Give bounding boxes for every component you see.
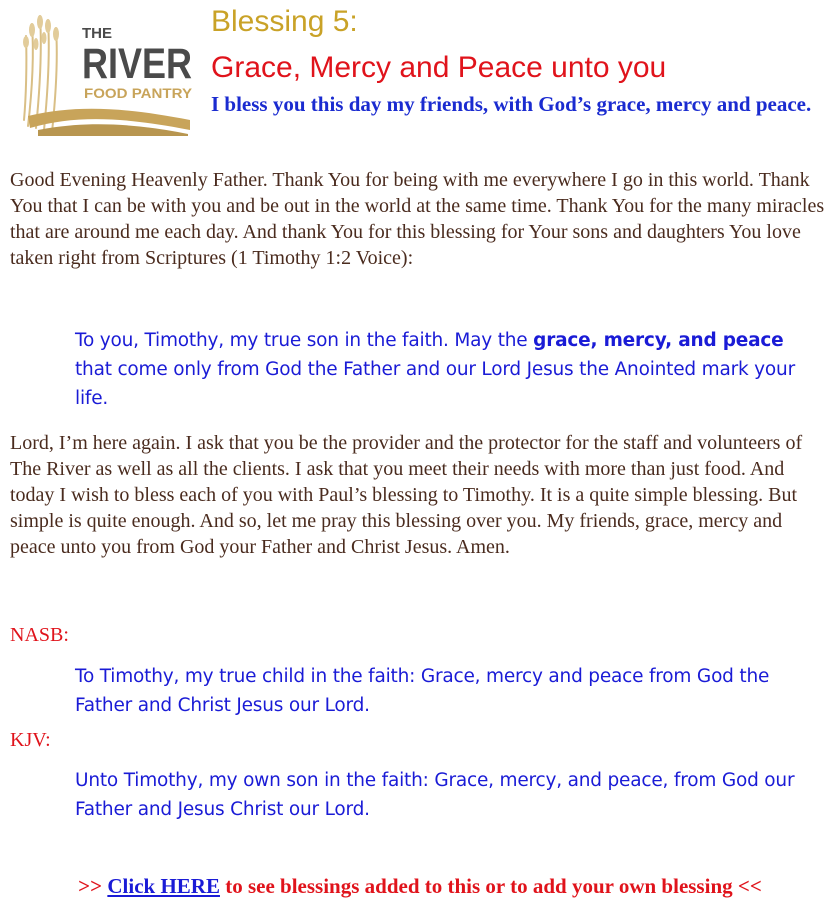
quote-bold-phrase: grace, mercy, and peace (533, 330, 784, 351)
blessing-subtitle: I bless you this day my friends, with God’s grace, mercy and peace. (211, 92, 812, 116)
blessing-title: Grace, Mercy and Peace unto you (211, 51, 667, 84)
kjv-label: KJV: (10, 729, 51, 751)
nasb-label: NASB: (10, 624, 69, 646)
logo-text-food-pantry: FOOD PANTRY (84, 86, 192, 101)
prayer-paragraph-1: Good Evening Heavenly Father. Thank You for being with me everywhere I go in this world. Thank You that I can be with you and be out in the world at the same time. Thank You for the many miracles that are around me each day. And thank You for this blessing for Your sons and daughters You love taken right from Scriptures (1 Timothy 1:2 Voice): (10, 169, 825, 269)
wheat-logo-icon (18, 8, 196, 136)
blessing-number-heading: Blessing 5: (211, 5, 358, 38)
nasb-quote: To Timothy, my true child in the faith: Grace, mercy and peace from God the Father and Christ Jesus our Lord. (75, 666, 770, 716)
river-food-pantry-logo (18, 8, 196, 136)
logo-text-river: RIVER (82, 40, 192, 88)
quote-text-end: that come only from God the Father and our Lord Jesus the Anointed mark your life. (75, 359, 795, 409)
prayer-paragraph-2: Lord, I’m here again. I ask that you be the provider and the protector for the staff and volunteers of The River as well as all the clients. I ask that you meet their needs with more than just food. And today I wish to bless each of you with Paul’s blessing to Timothy. It is a quite simple blessing. But simple is quite enough. And so, let me pray this blessing over you. My friends, grace, mercy and peace unto you from God your Father and Christ Jesus. Amen. (10, 432, 803, 558)
footer-prefix: >> (78, 874, 108, 898)
footer-cta (0, 872, 840, 900)
quote-text-start: To you, Timothy, my true son in the faith. May the (75, 330, 534, 351)
logo-text-the: THE (82, 25, 112, 42)
kjv-quote: Unto Timothy, my own son in the faith: Grace, mercy, and peace, from God our Father and Jesus Christ our Lord. (75, 770, 795, 820)
click-here-link[interactable]: Click HERE (107, 874, 220, 898)
footer-suffix: to see blessings added to this or to add your own blessing << (219, 874, 762, 898)
voice-scripture-quote (75, 326, 825, 413)
